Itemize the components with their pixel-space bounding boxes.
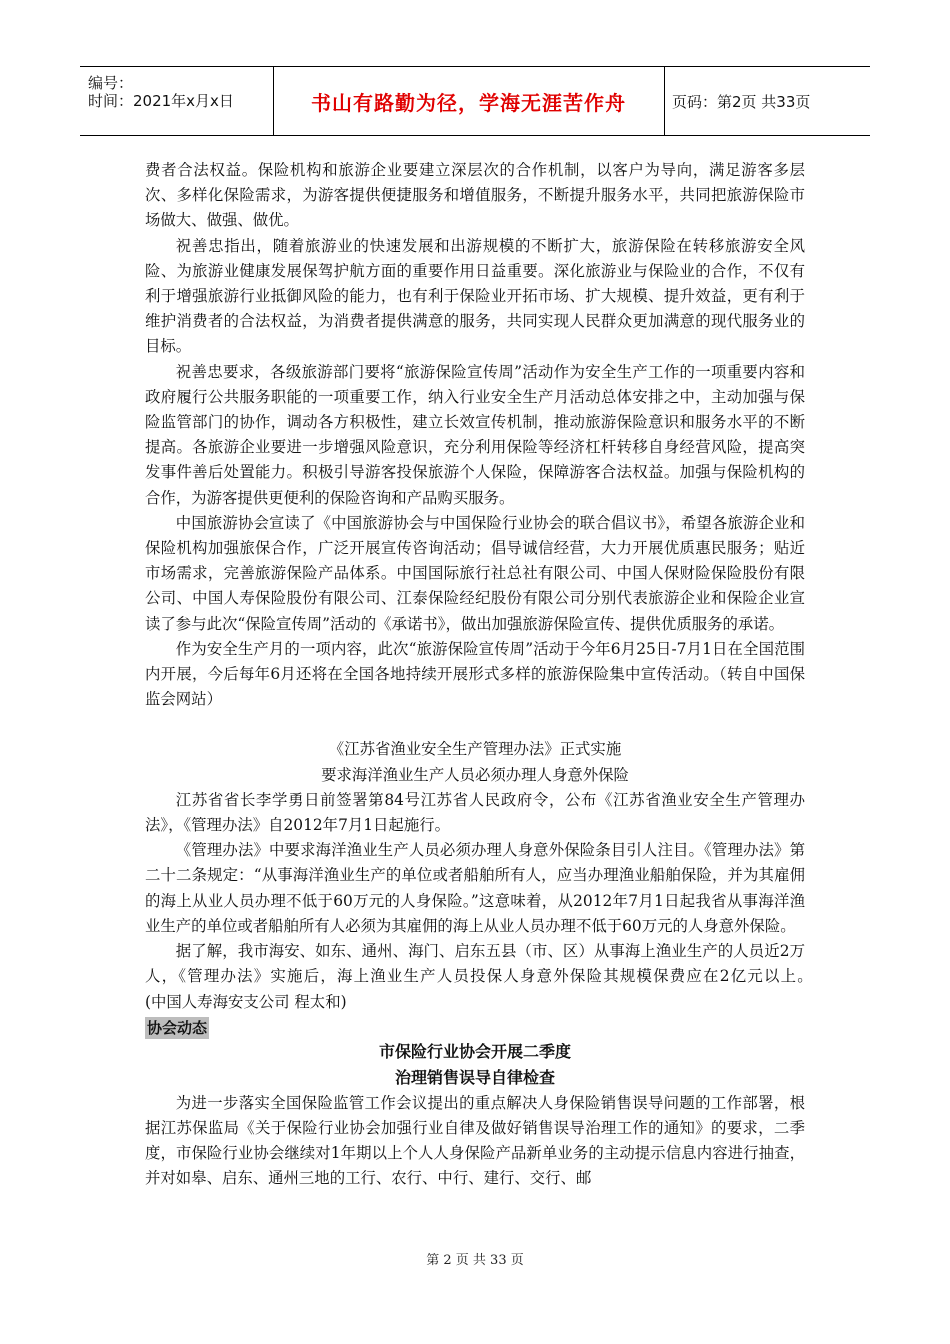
- article-title: 《江苏省渔业安全生产管理办法》正式实施: [328, 740, 622, 759]
- page-header: [80, 66, 870, 136]
- section-heading: 协会动态: [147, 1018, 208, 1037]
- page-footer: 第 2 页 共 33 页: [426, 1253, 524, 1268]
- header-meta-cell: [80, 67, 274, 135]
- document-body: [145, 158, 836, 1192]
- paragraph: 为进一步落实全国保险监管工作会议提出的重点解决人身保险销售误导问题的工作部署，根据江苏保监局《关于保险行业协会加强行业自律及做好销售误导治理工作的通知》的要求，二季度，市保险行业协会继续对1年期以上个人人身保险产品新单业务的主动提示信息内容进行抽查，并对如皋、启东、通州三地的工行、农行、中行、建行、交行、邮: [145, 1093, 805, 1188]
- paragraph: 江苏省省长李学勇日前签署第84号江苏省人民政府令，公布《江苏省渔业安全生产管理办法》，《管理办法》自2012年7月1日起施行。: [145, 790, 805, 835]
- article-subtitle: 要求海洋渔业生产人员必须办理人身意外保险: [321, 765, 629, 784]
- paragraph: 祝善忠指出，随着旅游业的快速发展和出游规模的不断扩大，旅游保险在转移旅游安全风险、为旅游业健康发展保驾护航方面的重要作用日益重要。深化旅游业与保险业的合作，不仅有利于增强旅游行业抵御风险的能力，也有利于保险业开拓市场、扩大规模、提升效益，更有利于维护消费者的合法权益，为消费者提供满意的服务，共同实现人民群众更加满意的现代服务业的目标。: [145, 236, 805, 356]
- section-heading-wrap: [145, 1015, 805, 1039]
- header-motto: 书山有路勤为径，学海无涯苦作舟: [273, 67, 665, 135]
- paragraph: 中国旅游协会宣读了《中国旅游协会与中国保险行业协会的联合倡议书》，希望各旅游企业和保险机构加强旅保合作，广泛开展宣传咨询活动；倡导诚信经营，大力开展优质惠民服务；贴近市场需求，完善旅游保险产品体系。中国国际旅行社总社有限公司、中国人保财险保险股份有限公司、中国人寿保险股份有限公司、江泰保险经纪股份有限公司分别代表旅游企业和保险企业宣读了参与此次“保险宣传周”活动的《承诺书》，做出加强旅游保险宣传、提供优质服务的承诺。: [145, 513, 805, 633]
- header-page-info: 页码：第2页 共33页: [672, 92, 811, 111]
- paragraph: 作为安全生产月的一项内容，此次“旅游保险宣传周”活动于今年6月25日-7月1日在全国范围内开展，今后每年6月还将在全国各地持续开展形式多样的旅游保险集中宣传活动。（转自中国保监会网站）: [145, 639, 805, 709]
- spacer: [145, 712, 805, 737]
- paragraph: 费者合法权益。保险机构和旅游企业要建立深层次的合作机制，以客户为导向，满足游客多层次、多样化保险需求，为游客提供便捷服务和增值服务，不断提升服务水平，共同把旅游保险市场做大、做强、做优。: [145, 161, 805, 230]
- article-subtitle: 治理销售误导自律检查: [394, 1067, 555, 1087]
- paragraph: 祝善忠要求，各级旅游部门要将“旅游保险宣传周”活动作为安全生产工作的一项重要内容和政府履行公共服务职能的一项重要工作，纳入行业安全生产月活动总体安排之中，主动加强与保险监管部门的协作，调动各方积极性，建立长效宣传机制，推动旅游保险意识和服务水平的不断提高。各旅游企业要进一步增强风险意识，充分利用保险等经济杠杆转移自身经营风险，提高突发事件善后处置能力。积极引导游客投保旅游个人保险，保障游客合法权益。加强与保险机构的合作，为游客提供更便利的保险咨询和产品购买服务。: [145, 362, 805, 507]
- paragraph: 据了解，我市海安、如东、通州、海门、启东五县（市、区）从事海上渔业生产的人员近2万人，《管理办法》实施后，海上渔业生产人员投保人身意外保险其规模保费应在2亿元以上。 (中国人寿海安支公司 程太和): [145, 942, 836, 1011]
- date-label: 时间：2021年x月x日: [88, 92, 234, 110]
- paragraph: 《管理办法》中要求海洋渔业生产人员必须办理人身意外保险条目引人注目。《管理办法》第二十二条规定：“从事海洋渔业生产的单位或者船舶所有人，应当办理渔业船舶保险，并为其雇佣的海上从业人员办理不低于60万元的人身保险。”这意味着，从2012年7月1日起我省从事海洋渔业生产的单位或者船舶所有人必须为其雇佣的海上从业人员办理不低于60万元的人身意外保险。: [145, 841, 805, 935]
- number-label: 编号：: [88, 74, 134, 92]
- article-title: 市保险行业协会开展二季度: [378, 1041, 571, 1061]
